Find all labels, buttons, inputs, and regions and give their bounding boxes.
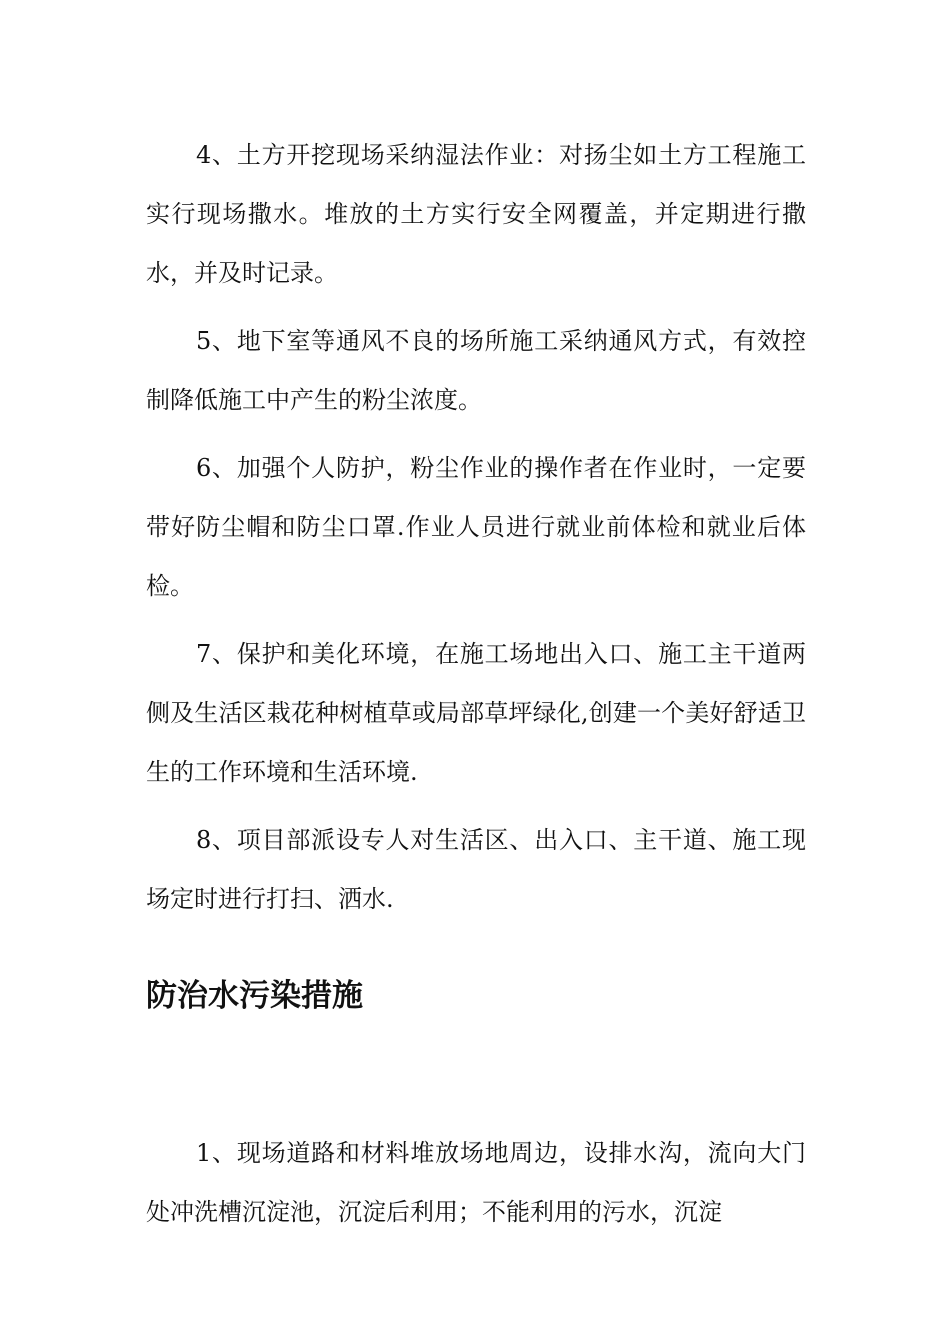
paragraph-item-4: 4、土方开挖现场采纳湿法作业：对扬尘如土方工程施工实行现场撒水。堆放的土方实行安全网覆盖，并定期进行撒水，并及时记录。 — [146, 141, 806, 287]
paragraph-item-1: 1、现场道路和材料堆放场地周边，设排水沟，流向大门处冲洗槽沉淀池，沉淀后利用；不能利用的污水，沉淀 — [146, 1139, 806, 1226]
paragraph-item-6: 6、加强个人防护，粉尘作业的操作者在作业时，一定要带好防尘帽和防尘口罩.作业人员进行就业前体检和就业后体检。 — [146, 454, 806, 600]
paragraph-item-8: 8、项目部派设专人对生活区、出入口、主干道、施工现场定时进行打扫、洒水. — [146, 826, 806, 913]
document-body — [146, 126, 806, 1251]
paragraph-item-5: 5、地下室等通风不良的场所施工采纳通风方式，有效控制降低施工中产生的粉尘浓度。 — [146, 327, 806, 414]
paragraph-item-7: 7、保护和美化环境，在施工场地出入口、施工主干道两侧及生活区栽花种树植草或局部草坪绿化,创建一个美好舒适卫生的工作环境和生活环境. — [146, 640, 806, 786]
section-heading: 防治水污染措施 — [146, 978, 363, 1014]
